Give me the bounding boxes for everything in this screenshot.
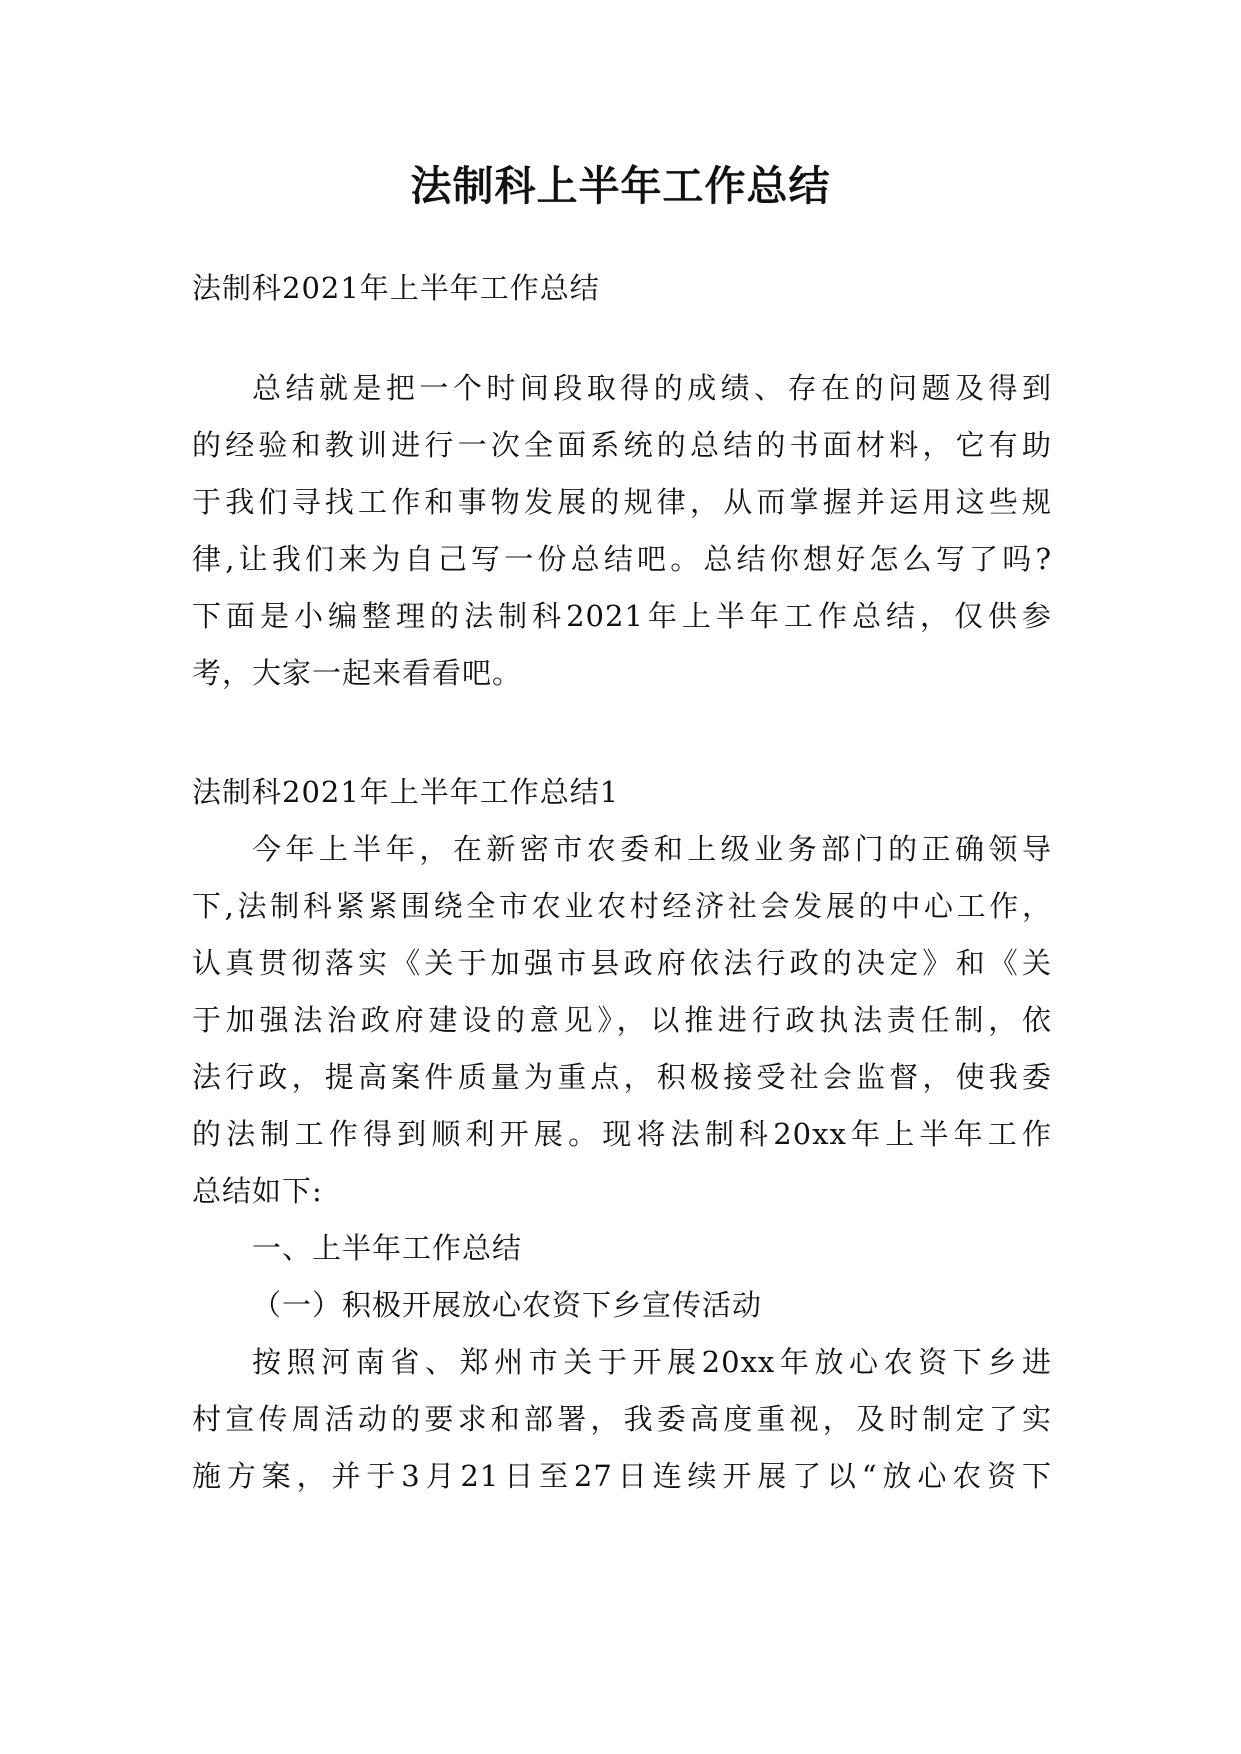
intro-line: 的经验和教训进行一次全面系统的总结的书面材料，它有助 [192,428,1052,462]
intro-line: 下面是小编整理的法制科2021年上半年工作总结，仅供参 [192,599,1052,633]
body-line: 今年上半年，在新密市农委和上级业务部门的正确领导 [252,832,1052,866]
intro-line: 律,让我们来为自己写一份总结吧。总结你想好怎么写了吗? [192,542,1052,576]
intro-line: 考，大家一起来看看吧。 [192,656,523,690]
body-line: 于加强法治政府建设的意见》，以推进行政执法责任制，依 [192,1003,1052,1037]
heading-level-1: 一、上半年工作总结 [252,1231,523,1265]
body-line: 的法制工作得到顺利开展。现将法制科20xx年上半年工作 [192,1117,1052,1151]
intro-line: 于我们寻找工作和事物发展的规律，从而掌握并运用这些规 [192,485,1052,519]
paragraph-line: 按照河南省、郑州市关于开展20xx年放心农资下乡进 [252,1345,1052,1379]
section-title: 法制科2021年上半年工作总结1 [192,775,620,809]
paragraph-line: 村宣传周活动的要求和部署，我委高度重视，及时制定了实 [192,1402,1052,1436]
heading-level-2: （一）积极开展放心农资下乡宣传活动 [252,1288,763,1322]
paragraph-line: 施方案，并于3月21日至27日连续开展了以“放心农资下 [192,1459,1052,1493]
body-line: 法行政，提高案件质量为重点，积极接受社会监督，使我委 [192,1060,1052,1094]
intro-line: 总结就是把一个时间段取得的成绩、存在的问题及得到 [252,371,1052,405]
body-line: 下,法制科紧紧围绕全市农业农村经济社会发展的中心工作， [192,889,1052,923]
document-subtitle: 法制科2021年上半年工作总结 [192,271,600,305]
body-line: 认真贯彻落实《关于加强市县政府依法行政的决定》和《关 [192,946,1052,980]
body-line: 总结如下: [192,1174,323,1208]
document-title: 法制科上半年工作总结 [410,162,831,210]
